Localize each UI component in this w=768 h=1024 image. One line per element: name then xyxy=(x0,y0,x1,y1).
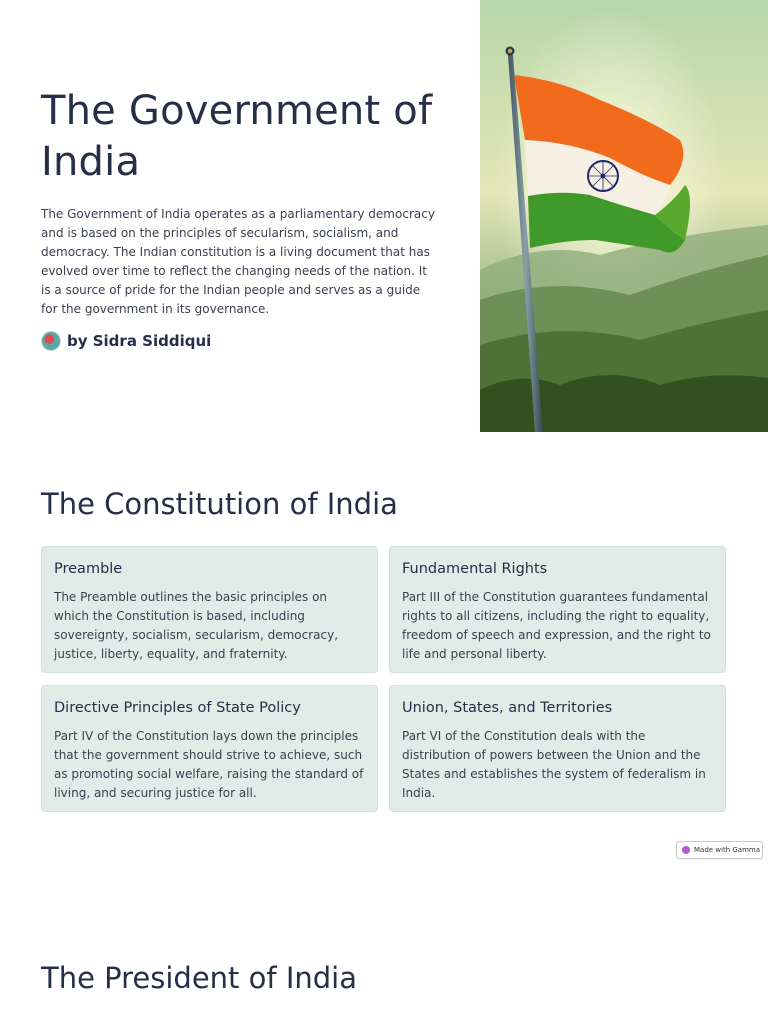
card-text: Part III of the Constitution guarantees fundamental rights to all citizens, including the right to equality, freedom of speech and expression, and the right to life and personal liberty. xyxy=(402,590,711,661)
card-text: The Preamble outlines the basic principles on which the Constitution is based, including sovereignty, socialism, secularism, democracy, justice, liberty, equality, and fraternity. xyxy=(54,590,339,661)
hero-description: The Government of India operates as a parliamentary democracy and is based on the principles of secularism, socialism, and democracy. The Indian constitution is a living document that has evolved over time to reflect the changing needs of the nation. It is a source of pride for the Indian people and serves as a guide for the government in its governance. xyxy=(41,207,435,316)
card-union-states xyxy=(389,685,726,812)
card-preamble xyxy=(41,546,378,673)
indian-flag-image xyxy=(480,0,768,432)
page-title: The Government of India xyxy=(41,88,433,185)
card-text: Part IV of the Constitution lays down the principles that the government should strive to achieve, such as promoting social welfare, raising the standard of living, and securing justice for all. xyxy=(54,729,364,800)
card-title: Directive Principles of State Policy xyxy=(54,700,301,716)
avatar xyxy=(41,331,61,351)
badge-label: Made with Gamma xyxy=(694,846,761,854)
card-title: Preamble xyxy=(54,561,123,577)
made-with-gamma-badge[interactable] xyxy=(676,841,763,859)
author-credit[interactable] xyxy=(41,330,211,352)
card-title: Fundamental Rights xyxy=(402,561,548,577)
card-fundamental-rights xyxy=(389,546,726,673)
president-heading: The President of India xyxy=(41,961,357,995)
card-directive-principles xyxy=(41,685,378,812)
gamma-logo-icon xyxy=(682,846,690,854)
card-text: Part VI of the Constitution deals with the distribution of powers between the Union and the States and establishes the system of federalism in India. xyxy=(402,729,706,800)
constitution-heading: The Constitution of India xyxy=(41,487,398,521)
author-name: by Sidra Siddiqui xyxy=(67,332,212,350)
card-title: Union, States, and Territories xyxy=(402,700,613,716)
